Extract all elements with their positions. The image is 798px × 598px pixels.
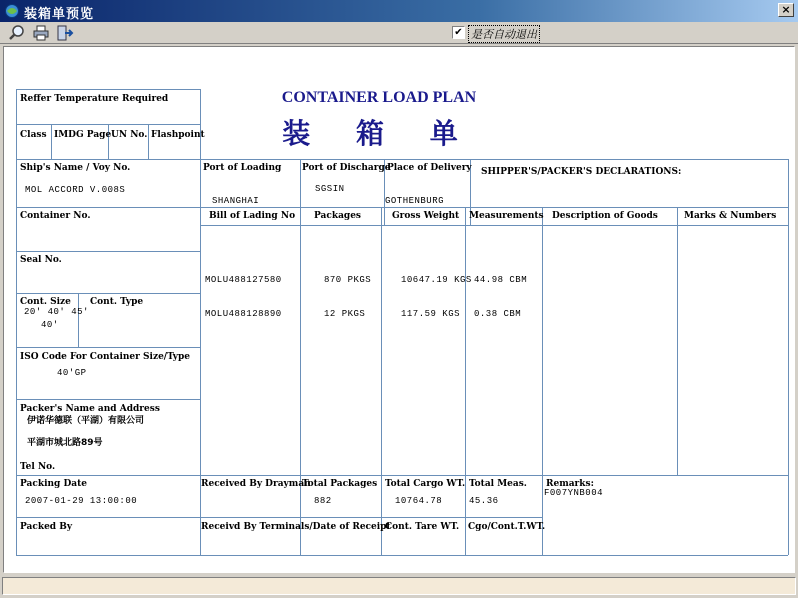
col-measurements: Measurements [469,211,544,221]
measurement-value: 44.98 CBM [474,275,528,285]
gross-weight-value: 117.59 KGS [401,309,461,319]
auto-exit-checkbox[interactable]: ✔ [452,26,465,39]
ship-name-value: MOL ACCORD V.008S [25,185,126,195]
total-meas-value: 45.36 [469,496,499,506]
packing-date-label: Packing Date [20,479,87,489]
grid-line [16,159,788,160]
close-button[interactable]: × [778,3,794,17]
grid-line [677,207,678,475]
bl-number: MOLU488128890 [205,309,282,319]
tel-number-label: Tel No. [20,462,56,472]
remarks-label: Remarks: [546,479,594,489]
window-title: 装箱单预览 [24,7,95,22]
col-marks-numbers: Marks & Numbers [684,211,777,221]
document-subtitle: 装 箱 单 [282,117,476,150]
grid-line [16,399,200,400]
gross-weight-value: 10647.19 KGS [401,275,472,285]
bl-number: MOLU488127580 [205,275,282,285]
exit-icon[interactable] [56,24,74,42]
grid-line [542,207,543,555]
grid-line [788,159,789,555]
total-cargo-label: Total Cargo WT. [385,479,466,489]
grid-line [16,293,200,294]
packages-value: 12 PKGS [324,309,366,319]
title-bar [0,0,798,22]
port-of-loading-label: Port of Loading [203,163,282,173]
grid-line [148,124,149,159]
class-label: Class [20,130,47,140]
grid-line [51,124,52,159]
grid-line [200,225,788,226]
document-title: CONTAINER LOAD PLAN [281,89,477,106]
place-of-delivery-value: GOTHENBURG [385,196,445,206]
printer-icon[interactable] [32,24,50,42]
grid-line [16,89,200,90]
packer-name-label: Packer's Name and Address [20,404,160,414]
grid-line [16,347,200,348]
grid-line [16,517,542,518]
measurement-value: 0.38 CBM [474,309,522,319]
iso-code-value: 40'GP [57,368,87,378]
packing-date-value: 2007-01-29 13:00:00 [25,496,138,506]
ship-name-label: Ship's Name / Voy No. [20,163,131,173]
seal-number-label: Seal No. [20,255,62,265]
received-by-terminals-label: Receivd By Terminals/Date of Receipt [201,522,391,532]
received-by-drayman-label: Received By Drayman [201,479,311,489]
place-of-delivery-label: Place of Delivery [387,163,472,173]
reefer-temperature-label: Reffer Temperature Required [20,94,169,104]
container-load-plan [4,47,794,572]
packer-address-value: 平湖市城北路89号 [27,438,103,448]
grid-line [300,207,301,555]
col-packages: Packages [314,211,361,221]
packed-by-label: Packed By [20,522,73,532]
packer-name-value: 伊诺华德联（平湖）有限公司 [27,416,145,426]
remarks-value: F007YNB004 [544,488,604,498]
col-description: Description of Goods [552,211,658,221]
total-packages-value: 882 [314,496,332,506]
grid-line [16,207,788,208]
packages-value: 870 PKGS [324,275,372,285]
container-number-label: Container No. [20,211,91,221]
port-of-discharge-value: SGSIN [315,184,345,194]
preview-area[interactable] [3,46,795,573]
container-size-options: 20' 40' 45' [24,307,89,317]
status-bar [2,577,796,595]
cargo-cont-weight-label: Cgo/Cont.T.WT. [468,522,546,532]
imdg-page-label: IMDG Page [54,130,112,140]
container-size-label: Cont. Size [20,297,71,307]
toolbar [0,22,798,44]
port-of-loading-value: SHANGHAI [212,196,260,206]
total-packages-label: Total Packages [302,479,378,489]
iso-code-label: ISO Code For Container Size/Type [20,352,191,362]
grid-line [16,89,17,555]
app-icon [4,3,20,19]
total-meas-label: Total Meas. [469,479,527,489]
col-gross-weight: Gross Weight [392,211,460,221]
col-bill-of-lading: Bill of Lading No [209,211,296,221]
grid-line [381,207,382,555]
tare-weight-label: Cont. Tare WT. [385,522,460,532]
port-of-discharge-label: Port of Discharge [302,163,391,173]
container-type-label: Cont. Type [90,297,144,307]
container-size-value: 40' [41,320,59,330]
total-cargo-value: 10764.78 [395,496,443,506]
grid-line [16,251,200,252]
magnifier-icon[interactable] [8,24,26,42]
flashpoint-label: Flashpoint [151,130,205,140]
grid-line [78,293,79,347]
auto-exit-label: 是否自动退出 [468,25,540,43]
grid-line [465,207,466,555]
grid-line [16,555,788,556]
grid-line [16,475,788,476]
un-number-label: UN No. [111,130,148,140]
declarations-label: SHIPPER'S/PACKER'S DECLARATIONS: [481,167,682,177]
